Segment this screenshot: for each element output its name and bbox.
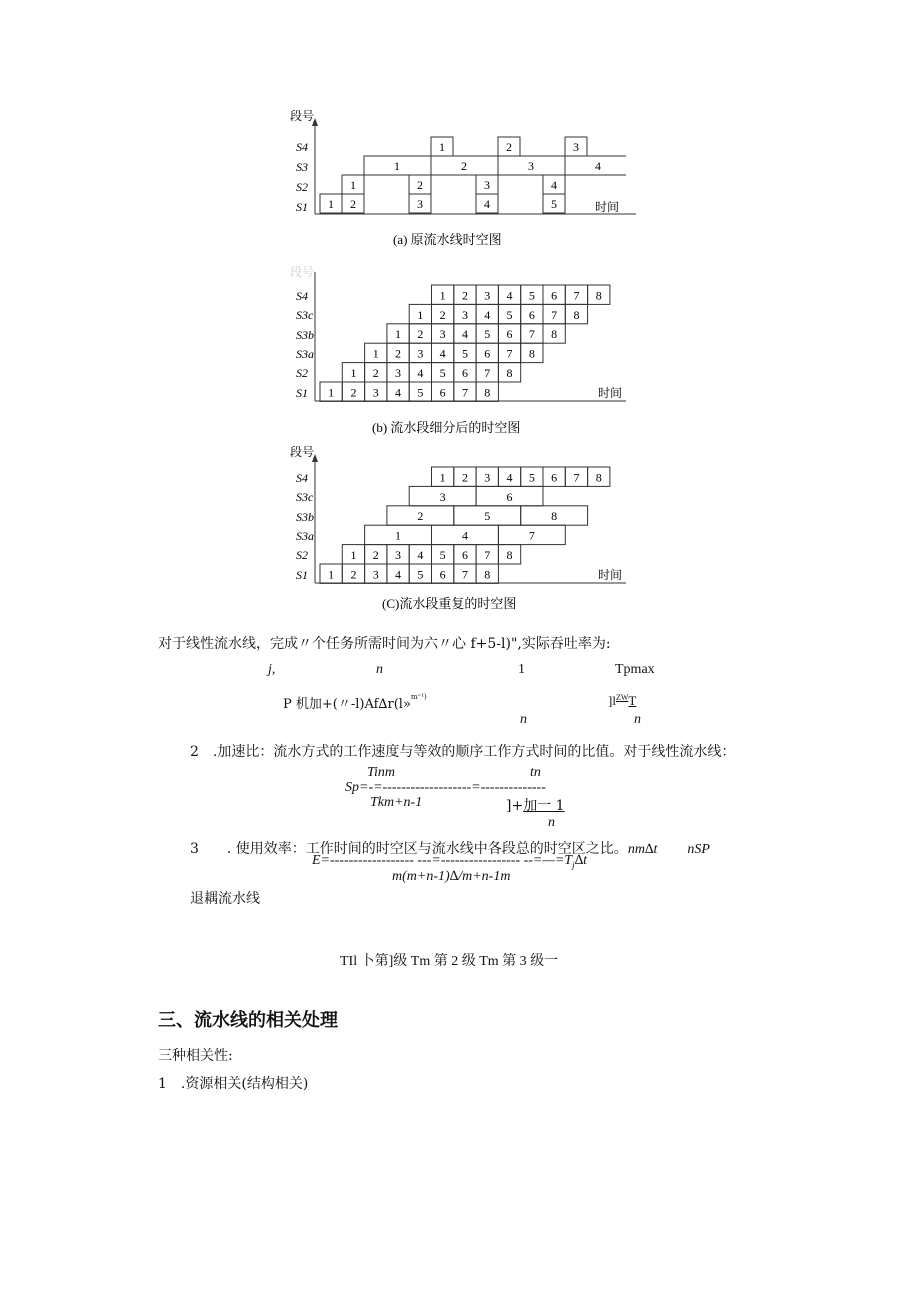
fig-b-cell-label: 2 (439, 307, 446, 322)
fig-b-cell-label: 6 (528, 307, 535, 322)
fig-c-s1-label: 4 (395, 567, 402, 582)
fig-c-s2-label: 4 (417, 548, 424, 562)
fig-a-s2-label: 3 (484, 178, 490, 192)
formula-2-b-end: T (628, 693, 637, 708)
fig-c-grid (320, 467, 610, 583)
fig-c-s1-label: 5 (417, 567, 424, 582)
fig-a-s3-label: 2 (461, 159, 467, 173)
fig-c-row: S1 (296, 568, 308, 582)
fig-b-cell-label: 6 (551, 288, 558, 303)
fig-b-row: S2 (296, 366, 308, 380)
fig-a-xlabel: 时间 (595, 200, 620, 214)
figure-a-svg (270, 104, 640, 250)
fig-a-s4-label: 2 (506, 140, 512, 154)
fig-a-s1-label: 3 (417, 197, 423, 211)
fig-b-cell-label: 7 (484, 366, 491, 380)
fig-b-cell-label: 7 (506, 346, 513, 361)
fig-b-cell-label: 4 (417, 366, 424, 380)
fig-c-s1-label: 3 (372, 567, 379, 582)
formula-1-c: 1 (518, 662, 525, 677)
fig-a-s3-label: 4 (595, 159, 601, 173)
speedup-equation: Sp=-=-------------------=-------------- (345, 780, 546, 795)
fig-c-row: S4 (296, 471, 308, 485)
fig-c-s2-label: 6 (461, 548, 468, 562)
fig-c-s4-label: 5 (528, 470, 535, 485)
fig-b-cell-label: 5 (484, 327, 491, 342)
formula-2-a (283, 693, 427, 712)
fig-b-cell-label: 2 (395, 346, 402, 361)
fig-b-cell-label: 1 (350, 366, 357, 380)
fig-b-cell-label: 1 (372, 346, 379, 361)
fig-b-cell-label: 2 (350, 385, 357, 400)
efficiency-item-math2: nSP (687, 842, 710, 857)
speedup-den2-ul: 加一 1 (523, 798, 565, 814)
efficiency-eq-end: ∆t (574, 853, 588, 868)
fig-b-cell-label: 5 (528, 288, 535, 303)
figure-b (270, 266, 640, 442)
formula-1-a: j, (268, 662, 276, 677)
fig-b-row: S3a (296, 347, 314, 361)
fig-b-row: S4 (296, 289, 308, 303)
fig-c-row: S3b (296, 510, 314, 524)
fig-c-ylabel: 段号 (290, 445, 315, 459)
fig-b-cell-label: 3 (395, 366, 402, 380)
section-heading: 三、流水线的相关处理 (158, 1010, 338, 1031)
fig-b-cell-label: 8 (528, 346, 535, 361)
fig-a-s1-label: 2 (350, 197, 356, 211)
fig-b-cell-label: 6 (439, 385, 446, 400)
speedup-den2-pre: ]+ (506, 798, 524, 814)
fig-b-cell-label: 7 (528, 327, 535, 342)
fig-c-row: S3c (296, 490, 314, 504)
fig-c-row: S3a (296, 529, 314, 543)
throughput-paragraph: 对于线性流水线，完成〃个任务所需时间为六〃心 f+5-l)",实际吞吐率为: (158, 636, 611, 652)
fig-c-s3b-label: 2 (417, 509, 424, 524)
fig-b-cell-label: 3 (417, 346, 424, 361)
fig-a-s1-label: 4 (484, 197, 490, 211)
fig-b-cell-label: 4 (506, 288, 513, 303)
fig-a-s3-label: 1 (394, 159, 400, 173)
fig-c-s4-label: 4 (506, 470, 513, 485)
fig-b-cell-label: 8 (551, 327, 558, 342)
formula-3-n1: n (520, 712, 527, 727)
fig-b-cell-label: 5 (461, 346, 468, 361)
speedup-denominator-2 (506, 795, 565, 815)
fig-b-xlabel: 时间 (598, 386, 623, 400)
fig-a-ylabel: 段号 (290, 109, 315, 123)
fig-a-s3-label: 3 (528, 159, 534, 173)
speedup-denominator: Tkm+n-1 (370, 795, 423, 810)
fig-a-row-s1: S1 (296, 200, 308, 214)
speedup-denominator-3: n (548, 815, 555, 830)
fig-b-cell-label: 2 (372, 366, 379, 380)
speedup-numerator: Tinm (367, 765, 396, 780)
fig-c-s4-label: 6 (551, 470, 558, 485)
fig-c-s3c-label: 3 (439, 489, 446, 504)
fig-b-cell-label: 6 (484, 346, 491, 361)
fig-c-xlabel: 时间 (598, 568, 623, 582)
figure-c (270, 442, 640, 618)
formula-1-d: Tpmax (615, 662, 655, 677)
fig-c-s1-label: 2 (350, 567, 357, 582)
fig-b-cell-label: 8 (595, 288, 602, 303)
efficiency-equation (312, 853, 587, 870)
fig-c-s1-label: 6 (439, 567, 446, 582)
formula-2-a-main: P 机加+(〃-l)Af∆r(l» (283, 697, 411, 712)
fig-c-s2-label: 1 (350, 548, 357, 562)
figure-b-svg (270, 266, 640, 438)
fig-b-cell-label: 5 (439, 366, 446, 380)
efficiency-denominator: m(m+n-1)∆/m+n-1m (392, 869, 511, 884)
formula-2-a-sup: m⁼¹) (410, 693, 427, 701)
fig-b-cell-label: 8 (484, 385, 491, 400)
fig-c-row: S2 (296, 548, 308, 562)
stage-line: TIl 卜第]级 Tm 第 2 级 Tm 第 3 级一 (340, 954, 559, 969)
formula-3-n2: n (634, 712, 641, 727)
fig-a-s4-label: 3 (573, 140, 579, 154)
fig-b-cell-label: 3 (461, 307, 468, 322)
fig-b-grid (320, 285, 610, 401)
fig-c-s3a-label: 4 (461, 528, 468, 543)
fig-b-cell-label: 1 (328, 385, 335, 400)
fig-c-s4-label: 3 (484, 470, 491, 485)
fig-c-s1-label: 7 (461, 567, 468, 582)
fig-b-cell-label: 7 (573, 288, 580, 303)
figure-c-svg (270, 442, 640, 614)
figure-a (270, 104, 640, 254)
fig-c-s1-label: 1 (328, 567, 335, 582)
fig-c-s4-label: 8 (595, 470, 602, 485)
resource-hazard-item: 1 .资源相关(结构相关) (158, 1076, 309, 1092)
formula-2-b-sup: ZW (615, 693, 629, 702)
fig-b-cell-label: 1 (417, 307, 424, 322)
fig-b-cell-label: 4 (461, 327, 468, 342)
fig-a-s2-label: 1 (350, 178, 356, 192)
fig-b-row: S3b (296, 328, 314, 342)
fig-b-cell-label: 1 (395, 327, 402, 342)
fig-c-s1-label: 8 (484, 567, 491, 582)
fig-a-s2-label: 4 (551, 178, 557, 192)
efficiency-item-text: 3 . 使用效率：工作时间的时空区与流水线中各段总的时空区之比。 (190, 841, 628, 857)
fig-a-s1-label: 1 (328, 197, 334, 211)
fig-b-row: S3c (296, 308, 314, 322)
fig-c-s3c-label: 6 (506, 489, 513, 504)
fig-c-s2-label: 5 (439, 548, 446, 562)
fig-b-row: S1 (296, 386, 308, 400)
fig-b-cell-label: 4 (439, 346, 446, 361)
fig-b-cell-label: 1 (439, 288, 446, 303)
fig-c-s3b-label: 8 (551, 509, 558, 524)
fig-c-s4-label: 2 (461, 470, 468, 485)
fig-b-ylabel: 段号 (290, 266, 315, 279)
fig-b-cell-label: 3 (484, 288, 491, 303)
formula-1-b: n (376, 662, 383, 677)
fig-b-cell-label: 6 (506, 327, 513, 342)
fig-c-s2-label: 2 (372, 548, 379, 562)
fig-c-caption: (C)流水段重复的时空图 (382, 596, 517, 611)
fig-c-s3a-label: 1 (395, 528, 402, 543)
fig-a-row-s4: S4 (296, 140, 308, 154)
fig-b-cell-label: 2 (417, 327, 424, 342)
efficiency-eq-main: E=------------------ ---=----------------- --=—=T (312, 853, 573, 868)
speedup-numerator-2: tn (530, 765, 541, 780)
fig-b-cell-label: 3 (439, 327, 446, 342)
fig-c-s2-label: 8 (506, 548, 513, 562)
fig-a-s2-label: 2 (417, 178, 423, 192)
fig-a-caption: (a) 原流水线时空图 (393, 232, 502, 247)
fig-b-cell-label: 5 (506, 307, 513, 322)
fig-b-cell-label: 7 (461, 385, 468, 400)
fig-b-cell-label: 7 (551, 307, 558, 322)
fig-b-cell-label: 5 (417, 385, 424, 400)
fig-c-s4-label: 1 (439, 470, 446, 485)
fig-c-s3b-label: 5 (484, 509, 491, 524)
speedup-item: 2 .加速比：流水方式的工作速度与等效的顺序工作方式时间的比值。对于线性流水线： (190, 744, 736, 760)
fig-a-s4-label: 1 (439, 140, 445, 154)
fig-c-s2-label: 3 (395, 548, 402, 562)
fig-b-cell-label: 8 (506, 366, 513, 380)
fig-b-cell-label: 2 (461, 288, 468, 303)
fig-b-caption: (b) 流水段细分后的时空图 (372, 420, 521, 435)
fig-c-s4-label: 7 (573, 470, 580, 485)
fig-c-s2-label: 7 (484, 548, 491, 562)
fig-b-cell-label: 3 (372, 385, 379, 400)
fig-b-cell-label: 8 (573, 307, 580, 322)
formula-2-b (608, 693, 636, 709)
formula-2-b-main: ]l (608, 693, 616, 708)
fig-c-s3a-label: 7 (528, 528, 535, 543)
fig-a-row-s3: S3 (296, 160, 308, 174)
three-kinds-label: 三种相关性: (158, 1048, 233, 1064)
efficiency-item-math1: nm∆t (627, 842, 658, 857)
efficiency-eq-sub: j (572, 859, 575, 870)
fig-a-s1-label: 5 (551, 197, 557, 211)
fig-b-cell-label: 4 (484, 307, 491, 322)
fig-b-cell-label: 4 (395, 385, 402, 400)
decoupled-pipeline: 退耦流水线 (190, 891, 260, 907)
fig-a-row-s2: S2 (296, 180, 308, 194)
fig-b-cell-label: 6 (461, 366, 468, 380)
